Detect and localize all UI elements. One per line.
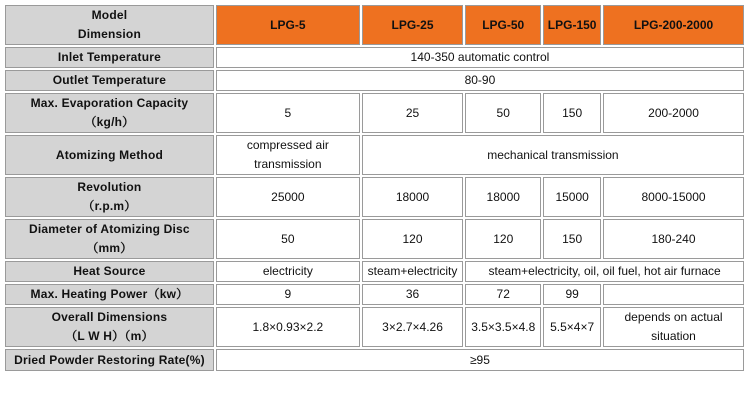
- revolution-lpg-150: 15000: [543, 177, 601, 217]
- overall-dimensions-lpg-200-2000: [603, 307, 744, 347]
- disc-diameter-label-line1: Diameter of Atomizing Disc: [29, 222, 190, 236]
- corner-dimension-text: Dimension: [77, 27, 141, 41]
- disc-diameter-lpg-5: 50: [216, 219, 360, 259]
- overall-dimensions-lpg-200-2000-line1: depends on actual: [624, 310, 723, 324]
- heat-source-other-models: steam+electricity, oil, oil fuel, hot air furnace: [465, 261, 744, 282]
- model-header-lpg-200-2000: LPG-200-2000: [603, 5, 744, 45]
- disc-diameter-label-unit: （mm）: [86, 241, 133, 255]
- heating-power-lpg-5: 9: [216, 284, 360, 305]
- overall-dimensions-lpg-200-2000-line2: situation: [651, 329, 696, 343]
- corner-model-text: Model: [91, 8, 128, 22]
- evaporation-capacity-lpg-50: 50: [465, 93, 541, 133]
- model-header-lpg-150: LPG-150: [543, 5, 601, 45]
- evaporation-capacity-label-unit: （kg/h）: [84, 115, 135, 129]
- revolution-label-line1: Revolution: [77, 180, 142, 194]
- heat-source-lpg-5: electricity: [216, 261, 360, 282]
- disc-diameter-lpg-150: 150: [543, 219, 601, 259]
- atomizing-method-label: Atomizing Method: [5, 135, 214, 175]
- heating-power-row: [5, 284, 744, 305]
- evaporation-capacity-lpg-200-2000: 200-2000: [603, 93, 744, 133]
- model-header-lpg-25: LPG-25: [362, 5, 463, 45]
- evaporation-capacity-lpg-5: 5: [216, 93, 360, 133]
- revolution-lpg-25: 18000: [362, 177, 463, 217]
- revolution-lpg-50: 18000: [465, 177, 541, 217]
- overall-dimensions-lpg-25: 3×2.7×4.26: [362, 307, 463, 347]
- disc-diameter-lpg-25: 120: [362, 219, 463, 259]
- restoring-rate-value: ≥95: [216, 349, 744, 371]
- overall-dimensions-lpg-150: 5.5×4×7: [543, 307, 601, 347]
- overall-dimensions-lpg-5: 1.8×0.93×2.2: [216, 307, 360, 347]
- model-header-lpg-5: LPG-5: [216, 5, 360, 45]
- atomizing-method-other-models: mechanical transmission: [362, 135, 744, 175]
- spec-table: [3, 3, 746, 373]
- header-row: [5, 5, 744, 45]
- heat-source-row: [5, 261, 744, 282]
- revolution-row: [5, 177, 744, 217]
- revolution-lpg-200-2000: 8000-15000: [603, 177, 744, 217]
- atomizing-method-lpg-5-line1: compressed air: [246, 138, 329, 152]
- disc-diameter-lpg-50: 120: [465, 219, 541, 259]
- atomizing-method-lpg-5-line2: transmission: [254, 157, 322, 171]
- heat-source-lpg-25: steam+electricity: [362, 261, 463, 282]
- evaporation-capacity-lpg-25: 25: [362, 93, 463, 133]
- disc-diameter-lpg-200-2000: 180-240: [603, 219, 744, 259]
- atomizing-method-lpg-5: [216, 135, 360, 175]
- overall-dimensions-row: [5, 307, 744, 347]
- evaporation-capacity-label-line1: Max. Evaporation Capacity: [30, 96, 189, 110]
- evaporation-capacity-label: [5, 93, 214, 133]
- atomizing-method-row: [5, 135, 744, 175]
- outlet-temperature-value: 80-90: [216, 70, 744, 91]
- inlet-temperature-row: [5, 47, 744, 68]
- overall-dimensions-label: [5, 307, 214, 347]
- heating-power-lpg-25: 36: [362, 284, 463, 305]
- overall-dimensions-label-unit: （L W H）（m）: [65, 329, 154, 343]
- revolution-label: [5, 177, 214, 217]
- heating-power-lpg-50: 72: [465, 284, 541, 305]
- outlet-temperature-label: Outlet Temperature: [5, 70, 214, 91]
- restoring-rate-row: [5, 349, 744, 371]
- evaporation-capacity-lpg-150: 150: [543, 93, 601, 133]
- model-header-lpg-50: LPG-50: [465, 5, 541, 45]
- heating-power-lpg-150: 99: [543, 284, 601, 305]
- inlet-temperature-value: 140-350 automatic control: [216, 47, 744, 68]
- revolution-lpg-5: 25000: [216, 177, 360, 217]
- evaporation-capacity-row: [5, 93, 744, 133]
- heating-power-lpg-200-2000: [603, 284, 744, 305]
- overall-dimensions-label-line1: Overall Dimensions: [51, 310, 168, 324]
- disc-diameter-label: [5, 219, 214, 259]
- outlet-temperature-row: [5, 70, 744, 91]
- inlet-temperature-label: Inlet Temperature: [5, 47, 214, 68]
- heat-source-label: Heat Source: [5, 261, 214, 282]
- disc-diameter-row: [5, 219, 744, 259]
- corner-cell: [5, 5, 214, 45]
- revolution-label-unit: （r.p.m）: [82, 199, 137, 213]
- heating-power-label: Max. Heating Power（kw）: [5, 284, 214, 305]
- overall-dimensions-lpg-50: 3.5×3.5×4.8: [465, 307, 541, 347]
- restoring-rate-label: Dried Powder Restoring Rate(%): [5, 349, 214, 371]
